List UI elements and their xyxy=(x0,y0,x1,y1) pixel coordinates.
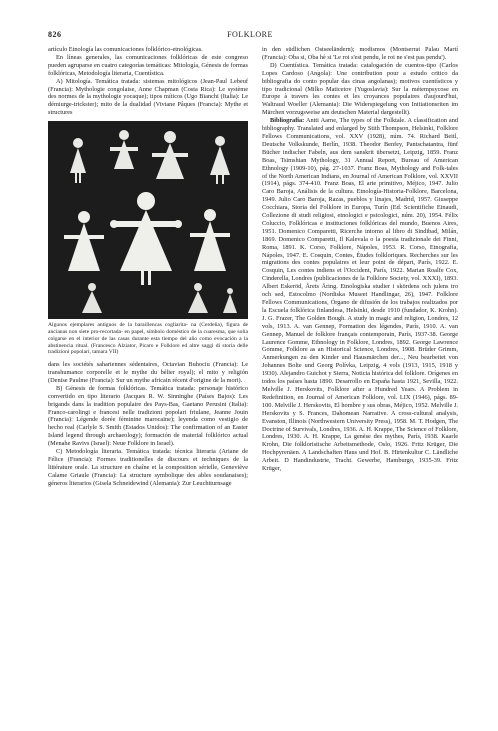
figure-caption: Algunos ejemplares antiguos de la baraillencas cogliarita- na (Cerdeña), figura de ancianas non siete pro-recortada- en papel, símbolo doméstico de la cuaresma, que solía colgarse en el interior de las casas durante esta tiempo del año como evocación a la abstinencia ritual. (Francesco Alziator, Picaro e Folklore ed altre saggi di storia delle tradizioni popolari, tamara VII) xyxy=(48,322,248,356)
paragraph: artículo Etnología las comunicaciones folklórico-etnológicas. xyxy=(48,46,203,53)
paragraph: C) Metodología literaria. Temática tratada: técnica literaria (Ariane de Félice (Francia): Formes traditionelles de discours et techniques de la littérature orale. La structure en chaîne et la composition sérielle, Geneviève Calame Griaule (Francia): La structure symbolique des ables soudanaises); géneros literarios (Gisela Schneidewind (Alemania): Zur Leuchtturnsage xyxy=(48,448,248,487)
right-column xyxy=(262,46,458,706)
paragraph: B) Génesis de formas folklóricas. Temática tratada: personaje histórico convertido en tipo literario (Jacques R. W. Sinninghe (Países Bajos): Les brigands dans la tradition populaire des Pays-Bas, Gaetano Perusini (Italia): Franco-carolingi e francesi nelle tradizioni popolari friulane, Jeanne Jouin (Francia): Légende dorée féminine marocaine); leyenda como vestigio de hecho real (Carlyle S. Smith (Estados Unidos): The confirmation of an Easter Island legend through archaeology); formación de material folklórico actual (Menahe Ravivs (Israel): Neue Folklore in Israel). xyxy=(48,384,248,448)
bibliography-label: Bibliografía: xyxy=(270,117,305,125)
running-title: FOLKLORE xyxy=(227,30,273,39)
paragraph: in den südlichen Ostseeländern); modismos (Montserrat Palau Martí (Francia): Oba si, Oba hè si 'Le roi s'est pendu, le roi ne s'est pas pendu'). xyxy=(262,46,458,61)
paragraph: dans les sociétés sahariennes sédentaires, Octavian Buhociu (Francia): Le transhumance corporelle et le mythe du bélier royal); el mito y religión (Denise Paulme (Francia): Sur un mythe africain récent d'origine de la mort). xyxy=(48,361,248,384)
paper-cutout-figure xyxy=(48,121,248,319)
page-header xyxy=(48,30,452,42)
paragraph: D) Cuentística. Temática tratada: catalogación de cuentos-tipo (Carlos Lopes Cardoso (Angola): Une contribution pour a estudo critico da bibliografia do conto popular das cinas angolanas); motivos cuentísticos y tipo tradicional (Milko Maticetov (Yugoslavia): Sur la métempsycose en Europe à travers les contes et les croyances populaires d'aujourd'hui, Waltraud Woeller (Alemania): Die Widerspiegelung von Initiationsriten im Märchen vorzugsweise am deutschen Material dargestellt). xyxy=(262,61,458,117)
left-column xyxy=(48,46,248,706)
paragraph: A) Mitología. Temática tratada: sistemas mitológicos (Jean-Paul Lebeuf (Francia): Mythologie congolaise, Anne Chapman (Costa Rica): Le système des normes de la mythologie yocaque); tipos míticos (Ugo Bianchi (Italia): Le démiurge-trickster); mito de la dualidad (Viviane Pâques (Francia): Mythe et structures xyxy=(48,77,248,117)
bibliography-text: Antti Aarne, The types of the Folktale. A classification and bibliography. Translated and enlarged by Stith Thompson, Helsinki, Folklore Fellows Communications, vol. XXV (1928), núm. 74. Richard Beitl, Deutsche Volkskunde, Berlín, 1938. Theodor Benfey, Pantschatantra, fünf Bücher indischer Fabeln, aus dem sanskrit übersetzt, Leipzig, 1859. Franz Boas, Tsimshian Mythology, 31 Annual Report, Bureau of American Ethnology (1909-10), pág. 27-1037. Franz Boas, Mythology and Folk-tales of the North American Indians, en Journal of American Folklore, vol. XXVII (1914), págs. 374-410. Franz Boas, El arte primitivo, Méjico, 1947. Julio Caro Baroja, Análisis de la cultura. Etnología-Historia-Folklore, Barcelona, 1949. Julio Caro Baroja, Razas, pueblos y linajes, Madrid, 1957. Giuseppe Cocchiara, Storia del Folklore in Europa, Turín (Ed. Scientifiche Einaudi, Collezione di studi religiosi, etnologici e psicologici, núm. 20), 1954. Félix Coluccio, Folklóricas e instituciones folklóricas del mundo, Buenos Aires, 1951. Domenico Comparetti, Ricerche intorno al libro di Sindibad, Milán, 1869. Domenico Comparetti, Il Kalevala o la poesia tradizionale dei Finni, Roma, 1891. K. Corso, Folklore, Nápoles, 1953. R. Corso, Etnografia, Nápoles, 1947. E. Cosquin, Contes, Études folkloriques. Recherches sur les migrations des contes populaires et leur point de départ, París, 1922. E. Cosquin, Les contes indiens et l'Occident, París, 1922. Marian Roalfe Cox, Cinderella, Londres (publicaciones de la Folklore Society, vol. XXXI), 1893. Albert Eskeröd, Årets Äring. Etnologiska studier i skördens och julens tro och sed, Estocolmo (Nordiska Museet Handlingar, 26), 1947. Folklore Fellows Communications, Órgano de difusión de los trabajos realizados por la Escuela folklórica finlandesa, Helsinki, desde 1910 (fundador, K. Krohn). J. G. Frazer, The Golden Bough. A study in magic and religion, Londres, 12 vols, 1913. A. van Gennep, Formation des légendes, París, 1910. A. van Gennep, Manuel de folklore français contemporain, París, 1937-38. George Laurence Gomme, Ethnology in Folklore, Londres, 1892. George Lawrence Gomme, Folklore as an Historical Science, Londres, 1908. Brüder Grimm, Anmerkungen zu den Kinder und Hausmärchen der..., Neu bearbeitet von Johannes Bolte und Georg Polívka, Leipzig, 4 vols (1913, 1915, 1918 y 1930). Alejandro Guichot y Sierra, Noticia histórica del folklore. Orígenes en todos los países hasta 1890. Desarrollo en España hasta 1921, Sevilla, 1922. Melville J. Herskovits, Folklore after a Hundred Years. A Problem in Redefinition, en Journal of American Folklore, vol. LIX (1946), págs. 89-100. Melville J. Herskovits, El hombre y sus obras, Méjico, 1952. Melville J. Herskovits y S. Frances, Dahomean Narrative. A cross-cultural analysis, Evanston, Illinois (Northwestern University Press), 1958. M. T. Hodgen, The Doctrine of Survivals, Londres, 1936. A. H. Krappe, The Science of Folklore, Londres, 1930. A. H. Krappe, La genèse des mythes, París, 1938. Kaarle Krohn, Die folkloristische Arbeitsmethode, Oslo, 1926. Fritz Krüger, Die Hochpyrenäen. A Landschaften Haus und Hof. B. Hirtenkultur C. Ländliche Arbeit. D Handindustrie, Tracht. Gewerbe, Hamburgo, 1935-39. Fritz Krüger, xyxy=(262,117,458,473)
bibliography-paragraph xyxy=(262,117,458,473)
paragraph: En líneas generales, las comunicaciones folklóricas de este congreso pueden agruparse en cuatro categorías temáticas: Mitología, Génesis de formas folklóricas, Metodología literaria, Cuentística. xyxy=(48,53,248,77)
page-number: 826 xyxy=(48,30,62,39)
